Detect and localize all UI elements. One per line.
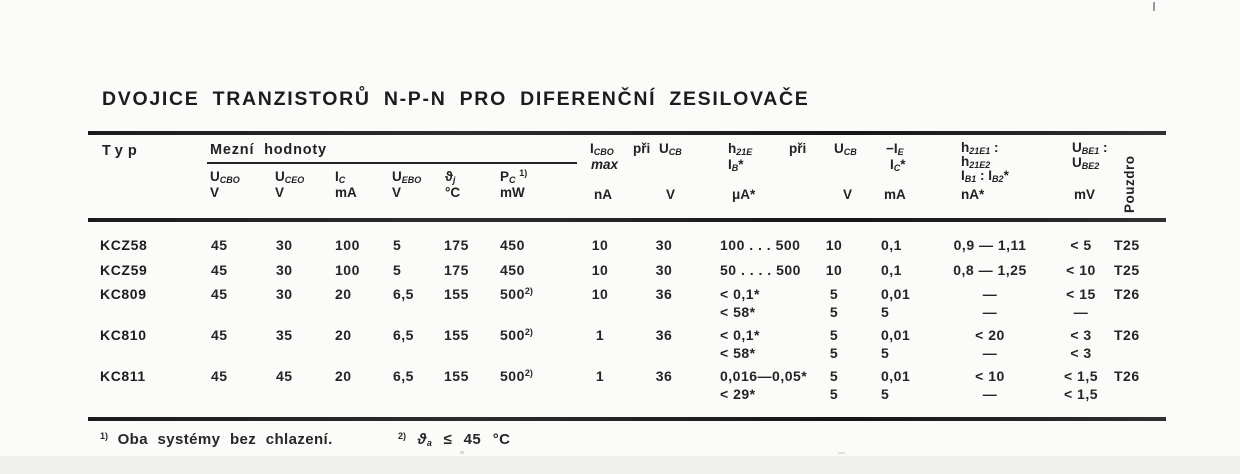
cell-ucb2: 10 <box>825 237 843 253</box>
unit-mv: mV <box>1074 187 1096 202</box>
cell-ucb1: 30 <box>655 262 673 278</box>
cell-pouzdro: T26 <box>1114 286 1140 302</box>
cell-typ: KC809 <box>100 286 147 302</box>
cell-ie: 0,01 5 <box>881 368 911 402</box>
rule-top <box>88 131 1166 135</box>
cell-ube: < 3 < 3 <box>1070 327 1092 361</box>
col-header-pc <box>500 169 527 201</box>
cell-icbo: 1 <box>595 368 605 384</box>
footnote-2-text: ≤ 45 °C <box>443 431 511 448</box>
cell-limits-1: 30 <box>276 237 293 253</box>
cell-typ: KC811 <box>100 368 146 384</box>
cell-pouzdro: T25 <box>1114 262 1140 278</box>
cell-limits-2: 20 <box>335 327 352 343</box>
col-header-theta-j <box>445 169 460 201</box>
cell-h21e: 0,016—0,05* < 29* <box>720 368 808 402</box>
cell-limits-3: 6,5 <box>393 286 414 302</box>
subscript: CEO <box>284 175 305 185</box>
col-header-ie: $-I_E$ <box>886 141 904 157</box>
footnote-marker: 2) <box>524 368 533 378</box>
cell-pc: 450 <box>500 237 525 253</box>
cell-limits-3: 5 <box>393 237 402 253</box>
cell-h21e: < 0,1* < 58* <box>720 286 760 320</box>
symbol: I <box>335 169 339 184</box>
cell-typ: KCZ59 <box>100 262 148 278</box>
cell-limits-4: 155 <box>444 286 469 302</box>
unit: V <box>392 185 402 200</box>
subscript: CBO <box>219 175 240 185</box>
col-header-ube-line1: $U_{BE1}$ : <box>1072 140 1108 156</box>
cell-limits-0: 45 <box>211 327 228 343</box>
cell-pouzdro: T26 <box>1114 368 1140 384</box>
theta-symbol: $ϑ_a$ <box>417 431 432 448</box>
subscript: C <box>338 175 346 185</box>
unit: V <box>275 185 285 200</box>
cell-ucb2: 5 5 <box>829 286 839 320</box>
cell-ratio: < 10 — <box>975 368 1005 402</box>
cell-limits-4: 175 <box>444 262 469 278</box>
col-header-typ: Typ <box>102 143 142 159</box>
unit-ma: mA <box>884 187 906 202</box>
unit: V <box>210 185 220 200</box>
rule-bottom <box>88 417 1166 421</box>
col-header-ucbo <box>210 169 240 201</box>
cell-ratio: 0,9 — 1,11 <box>953 237 1027 253</box>
symbol: U <box>210 169 220 184</box>
cell-icbo: 10 <box>591 262 609 278</box>
unit-ua: μA* <box>732 187 756 202</box>
scan-artifact <box>838 452 845 454</box>
footnote-1-text: Oba systémy bez chlazení. <box>117 431 333 448</box>
cell-ie: 0,1 <box>881 262 902 278</box>
cell-limits-0: 45 <box>211 286 228 302</box>
cell-typ: KCZ58 <box>100 237 148 253</box>
cell-ube: < 10 <box>1066 262 1096 278</box>
col-header-icbo-max: $I_{CBO}$ <box>590 141 614 157</box>
cell-pc: 450 <box>500 262 525 278</box>
cell-limits-0: 45 <box>211 237 228 253</box>
col-header-h21e: $h_{21E}$ <box>728 141 753 157</box>
cell-ie: 0,01 5 <box>881 286 911 320</box>
page-title: DVOJICE TRANZISTORŮ N-P-N PRO DIFERENČNÍ ZESILOVAČE <box>102 88 810 110</box>
cell-ube: < 5 <box>1070 237 1092 253</box>
col-header-ic <box>335 169 357 201</box>
col-header-ube-line2: $U_{BE2}$ <box>1072 155 1100 171</box>
cell-limits-2: 20 <box>335 368 352 384</box>
footnote-marker: 2) <box>524 286 533 296</box>
cell-ratio: 0,8 — 1,25 <box>953 262 1027 278</box>
cell-limits-3: 5 <box>393 262 402 278</box>
symbol: U <box>392 169 402 184</box>
footnote-1-marker: 1) <box>100 431 109 441</box>
col-header-h21e-ratio-line2: $h_{21E2}$ <box>961 154 991 170</box>
footnote-1 <box>100 431 333 448</box>
cell-pc: 500$^{2)}$ <box>500 286 533 302</box>
cell-ucb2: 5 5 <box>829 368 839 402</box>
cell-limits-4: 155 <box>444 327 469 343</box>
scan-artifact <box>1153 2 1155 11</box>
cell-pc: 500$^{2)}$ <box>500 327 533 343</box>
cell-limits-1: 45 <box>276 368 293 384</box>
label-pri: při <box>633 141 651 156</box>
cell-ucb2: 10 <box>825 262 843 278</box>
unit-v-1: V <box>666 187 676 202</box>
cell-limits-1: 30 <box>276 262 293 278</box>
col-header-h21e-ratio-line1: $h_{21E1}$ : <box>961 140 999 156</box>
cell-limits-1: 35 <box>276 327 293 343</box>
unit-na: nA <box>594 187 612 202</box>
cell-limits-4: 155 <box>444 368 469 384</box>
unit-v-2: V <box>843 187 853 202</box>
scan-artifact <box>0 456 1240 474</box>
col-header-ucb-2: $U_{CB}$ <box>834 141 857 157</box>
col-header-ucb-1: $U_{CB}$ <box>659 141 682 157</box>
symbol: ϑ <box>445 169 453 184</box>
unit: °C <box>445 185 461 200</box>
cell-limits-3: 6,5 <box>393 368 414 384</box>
cell-ratio: < 20 — <box>975 327 1005 361</box>
cell-ucb1: 36 <box>655 286 673 302</box>
cell-h21e: 100 . . . 500 <box>720 237 801 253</box>
unit: mA <box>335 185 357 200</box>
cell-pc: 500$^{2)}$ <box>500 368 533 384</box>
mezni-underline <box>207 162 577 164</box>
cell-ucb1: 30 <box>655 237 673 253</box>
col-header-uceo <box>275 169 304 201</box>
cell-icbo: 1 <box>595 327 605 343</box>
cell-limits-2: 100 <box>335 237 360 253</box>
cell-ucb1: 36 <box>655 368 673 384</box>
label-pri-2: při <box>789 141 807 156</box>
cell-h21e: < 0,1* < 58* <box>720 327 760 361</box>
cell-ucb2: 5 5 <box>829 327 839 361</box>
subscript: C <box>509 175 516 185</box>
cell-limits-2: 20 <box>335 286 352 302</box>
unit-na-star: nA* <box>961 187 985 202</box>
cell-limits-0: 45 <box>211 368 228 384</box>
cell-limits-3: 6,5 <box>393 327 414 343</box>
cell-limits-1: 30 <box>276 286 293 302</box>
cell-pouzdro: T26 <box>1114 327 1140 343</box>
cell-h21e: 50 . . . . 500 <box>720 262 801 278</box>
col-header-uebo <box>392 169 421 201</box>
symbol: P <box>500 169 510 184</box>
label-max: max <box>591 157 619 172</box>
footnote-marker: 1) <box>519 168 528 178</box>
rule-header-bottom <box>88 218 1166 222</box>
label-ib-star: $I_B*$ <box>728 157 744 173</box>
cell-icbo: 10 <box>591 286 609 302</box>
cell-ratio: — — <box>982 286 998 320</box>
cell-typ: KC810 <box>100 327 147 343</box>
cell-ie: 0,1 <box>881 237 902 253</box>
cell-ucb1: 36 <box>655 327 673 343</box>
cell-limits-4: 175 <box>444 237 469 253</box>
footnote-2-marker: 2) <box>398 431 407 441</box>
cell-icbo: 10 <box>591 237 609 253</box>
subscript: EBO <box>401 175 422 185</box>
label-ic-star: $I_C*$ <box>890 157 906 173</box>
symbol: U <box>275 169 285 184</box>
col-group-mezni-hodnoty: Mezní hodnoty <box>210 142 327 158</box>
subscript: j <box>452 175 456 185</box>
cell-limits-0: 45 <box>211 262 228 278</box>
cell-pouzdro: T25 <box>1114 237 1140 253</box>
footnote-marker: 2) <box>524 327 533 337</box>
unit: mW <box>500 185 525 200</box>
cell-ube: < 15 — <box>1066 286 1096 320</box>
footnote-2 <box>398 431 510 448</box>
cell-ie: 0,01 5 <box>881 327 911 361</box>
scan-artifact <box>460 451 464 454</box>
col-header-pouzdro: Pouzdro <box>1122 155 1137 213</box>
cell-limits-2: 100 <box>335 262 360 278</box>
cell-ube: < 1,5 < 1,5 <box>1063 368 1099 402</box>
label-ib1-ib2: $I_{B1}$ : $I_{B2}*$ <box>961 168 1009 184</box>
